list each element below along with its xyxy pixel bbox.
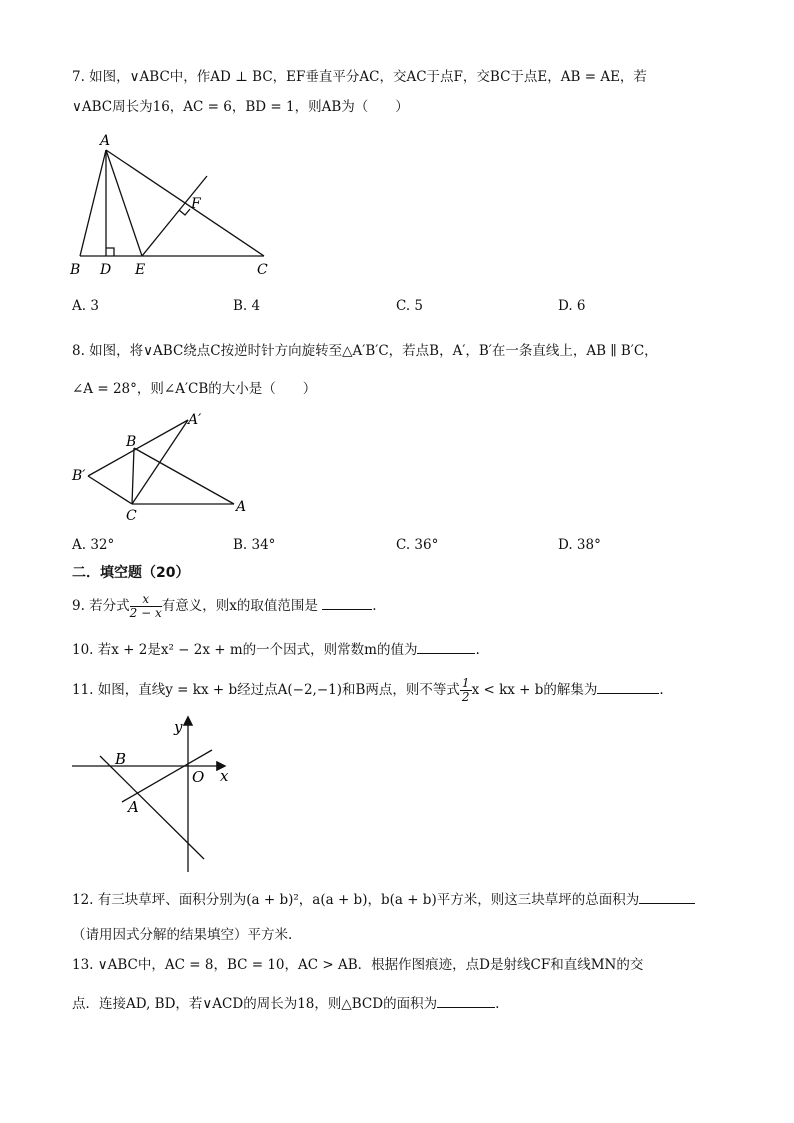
q9-fraction-den: 2 − x bbox=[129, 606, 162, 620]
q11-label-o: O bbox=[192, 768, 205, 786]
q12-text: 12. 有三块草坪、面积分别为(a + b)²，a(a + b)，b(a + b)平方米，则这三块草坪的总面积为 bbox=[72, 892, 640, 908]
q12-line2: （请用因式分解的结果填空）平方米. bbox=[72, 927, 293, 943]
q9-fraction-num: x bbox=[130, 593, 162, 607]
q13-line2 bbox=[72, 993, 499, 1013]
q13-answer-blank[interactable] bbox=[437, 993, 495, 1008]
q7-option-d[interactable]: D. 6 bbox=[558, 298, 586, 314]
q11-line bbox=[72, 676, 664, 704]
q11-suffix: x < kx + b的解集为 bbox=[471, 682, 598, 698]
q8-line1: 8. 如图，将∨ABC绕点C按逆时针方向旋转至△A′B′C，若点B，A′，B′在一条直线上，AB ∥ B′C， bbox=[72, 343, 658, 359]
q11-fraction-den: 2 bbox=[461, 690, 470, 704]
q7-right-angle-f bbox=[179, 209, 190, 215]
q8-rotation-figure bbox=[64, 408, 264, 528]
q9-fraction bbox=[130, 593, 162, 620]
q7-option-a[interactable]: A. 3 bbox=[72, 298, 99, 314]
q8-option-d[interactable]: D. 38° bbox=[558, 537, 601, 553]
q8-segment-bc bbox=[132, 448, 134, 504]
q11-label-a: A bbox=[128, 798, 139, 816]
q10-answer-blank[interactable] bbox=[417, 639, 475, 654]
q12-answer-blank[interactable] bbox=[639, 889, 695, 904]
q8-option-a[interactable]: A. 32° bbox=[72, 537, 115, 553]
q9-end: . bbox=[372, 598, 377, 614]
q11-fraction-num: 1 bbox=[461, 676, 470, 690]
q13-line1: 13. ∨ABC中，AC = 8，BC = 10，AC > AB．根据作图痕迹，点D是射线CF和直线MN的交 bbox=[72, 957, 644, 973]
q7-option-c[interactable]: C. 5 bbox=[396, 298, 424, 314]
q10-end: . bbox=[475, 642, 480, 658]
q8-label-a2: A′ bbox=[188, 412, 202, 428]
q7-label-f: F bbox=[191, 196, 201, 212]
q7-segment-ab bbox=[80, 150, 106, 256]
q9-answer-blank[interactable] bbox=[322, 595, 372, 610]
q7-option-b[interactable]: B. 4 bbox=[233, 298, 261, 314]
q7-label-c: C bbox=[257, 262, 268, 278]
q8-segment-ba bbox=[134, 448, 234, 504]
q8-label-b2: B′ bbox=[72, 468, 86, 484]
q7-line1: 7. 如图，∨ABC中，作AD ⊥ BC，EF垂直平分AC，交AC于点F，交BC于点E，AB = AE，若 bbox=[72, 69, 647, 85]
q8-label-a: A bbox=[236, 499, 247, 515]
q9-prefix: 9. 若分式 bbox=[72, 598, 130, 614]
q7-line2: ∨ABC周长为16，AC = 6，BD = 1，则AB为（ ） bbox=[72, 99, 409, 115]
q7-label-b: B bbox=[70, 262, 81, 278]
q11-label-y: y bbox=[174, 718, 183, 736]
q8-label-b: B bbox=[126, 434, 137, 450]
section-heading: 二．填空题（20） bbox=[72, 565, 190, 581]
q9-suffix: 有意义，则x的取值范围是 bbox=[161, 598, 318, 614]
q8-segment-b2c bbox=[88, 476, 132, 504]
q7-triangle-figure bbox=[64, 128, 284, 278]
q10-line bbox=[72, 639, 480, 659]
q11-fraction bbox=[460, 677, 472, 704]
q11-coordinate-figure bbox=[64, 712, 244, 877]
q8-label-c: C bbox=[126, 508, 137, 524]
q8-option-c[interactable]: C. 36° bbox=[396, 537, 439, 553]
q7-label-a: A bbox=[100, 133, 111, 149]
q7-label-d: D bbox=[100, 262, 112, 278]
q11-label-b: B bbox=[115, 750, 127, 768]
q7-label-e: E bbox=[135, 262, 146, 278]
q8-option-b[interactable]: B. 34° bbox=[233, 537, 276, 553]
q8-line2: ∠A = 28°，则∠A′CB的大小是（ ） bbox=[72, 381, 317, 397]
q7-segment-ae bbox=[106, 150, 142, 256]
q7-right-angle-d bbox=[106, 248, 114, 256]
q11-answer-blank[interactable] bbox=[597, 679, 659, 694]
q8-segment-b2a2 bbox=[88, 420, 188, 476]
q7-segment-ef bbox=[142, 176, 207, 256]
q11-prefix: 11. 如图，直线y = kx + b经过点A(−2,−1)和B两点，则不等式 bbox=[72, 682, 460, 698]
q9-line bbox=[72, 592, 376, 620]
q11-end: . bbox=[659, 682, 664, 698]
q11-label-x: x bbox=[220, 767, 229, 785]
q12-line1 bbox=[72, 889, 695, 909]
q10-text: 10. 若x + 2是x² − 2x + m的一个因式，则常数m的值为 bbox=[72, 642, 418, 658]
q13-text: 点．连接AD, BD，若∨ACD的周长为18，则△BCD的面积为 bbox=[72, 996, 438, 1012]
q13-end: . bbox=[495, 996, 500, 1012]
